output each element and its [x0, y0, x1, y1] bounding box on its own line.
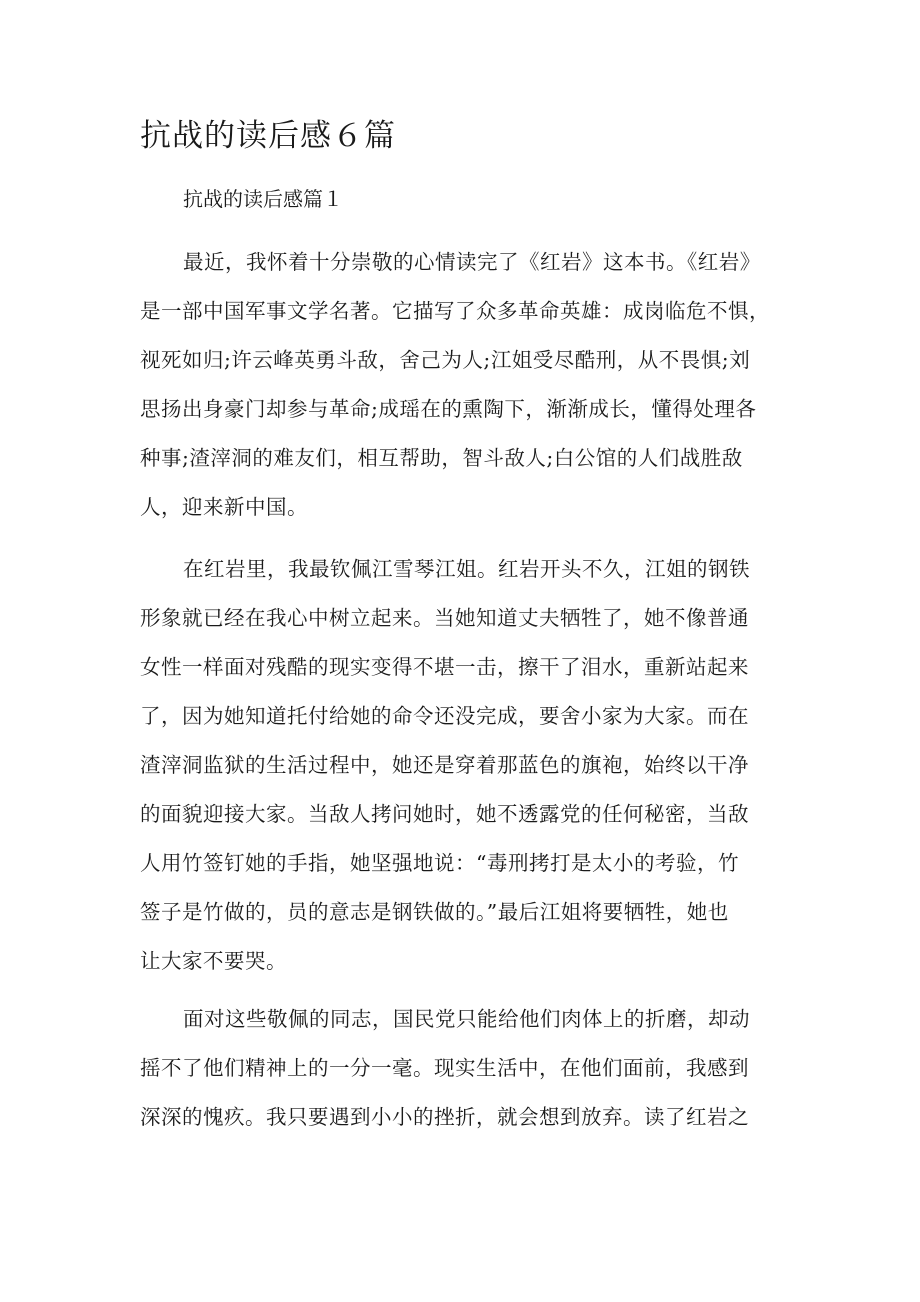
paragraph-line: 是一部中国军事文学名著。它描写了众多革命英雄：成岗临危不惧，: [140, 299, 770, 323]
paragraph-line: 人，迎来新中国。: [140, 495, 308, 519]
paragraph-line: 视死如归;许云峰英勇斗敌，舍己为人;江姐受尽酷刑，从不畏惧;刘: [140, 348, 751, 372]
section-heading: 抗战的读后感篇１: [183, 187, 343, 211]
paragraph-line: 人用竹签钉她的手指，她坚强地说：“毒刑拷打是太小的考验，竹: [140, 851, 739, 875]
paragraph-line: 思扬出身豪门却参与革命;成瑶在的熏陶下，渐渐成长，懂得处理各: [140, 397, 757, 421]
paragraph-line: 了，因为她知道托付给她的命令还没完成，要舍小家为大家。而在: [140, 704, 749, 728]
paragraph-line: 让大家不要哭。: [140, 949, 287, 973]
paragraph-1: [140, 238, 785, 532]
paragraph-line: 形象就已经在我心中树立起来。当她知道丈夫牺牲了，她不像普通: [140, 606, 749, 630]
paragraph-line: 在红岩里，我最钦佩江雪琴江姐。红岩开头不久，江姐的钢铁: [183, 557, 750, 581]
paragraph-line: 的面貌迎接大家。当敌人拷问她时，她不透露党的任何秘密，当敌: [140, 802, 749, 826]
paragraph-2: [140, 545, 785, 986]
paragraph-line: 种事;渣滓洞的难友们，相互帮助，智斗敌人;白公馆的人们战胜敌: [140, 446, 743, 470]
document-title: 抗战的读后感６篇: [140, 118, 396, 154]
paragraph-line: 签子是竹做的，员的意志是钢铁做的。”最后江姐将要牺牲，她也: [140, 900, 729, 924]
paragraph-line: 深深的愧疚。我只要遇到小小的挫折，就会想到放弃。读了红岩之: [140, 1105, 749, 1129]
paragraph-line: 面对这些敬佩的同志，国民党只能给他们肉体上的折磨，却动: [183, 1007, 750, 1031]
paragraph-line: 最近，我怀着十分崇敬的心情读完了《红岩》这本书。《红岩》: [183, 250, 761, 274]
paragraph-3: [140, 995, 785, 1142]
paragraph-line: 摇不了他们精神上的一分一毫。现实生活中，在他们面前，我感到: [140, 1056, 749, 1080]
paragraph-line: 女性一样面对残酷的现实变得不堪一击，擦干了泪水，重新站起来: [140, 655, 749, 679]
paragraph-line: 渣滓洞监狱的生活过程中，她还是穿着那蓝色的旗袍，始终以干净: [140, 753, 749, 777]
